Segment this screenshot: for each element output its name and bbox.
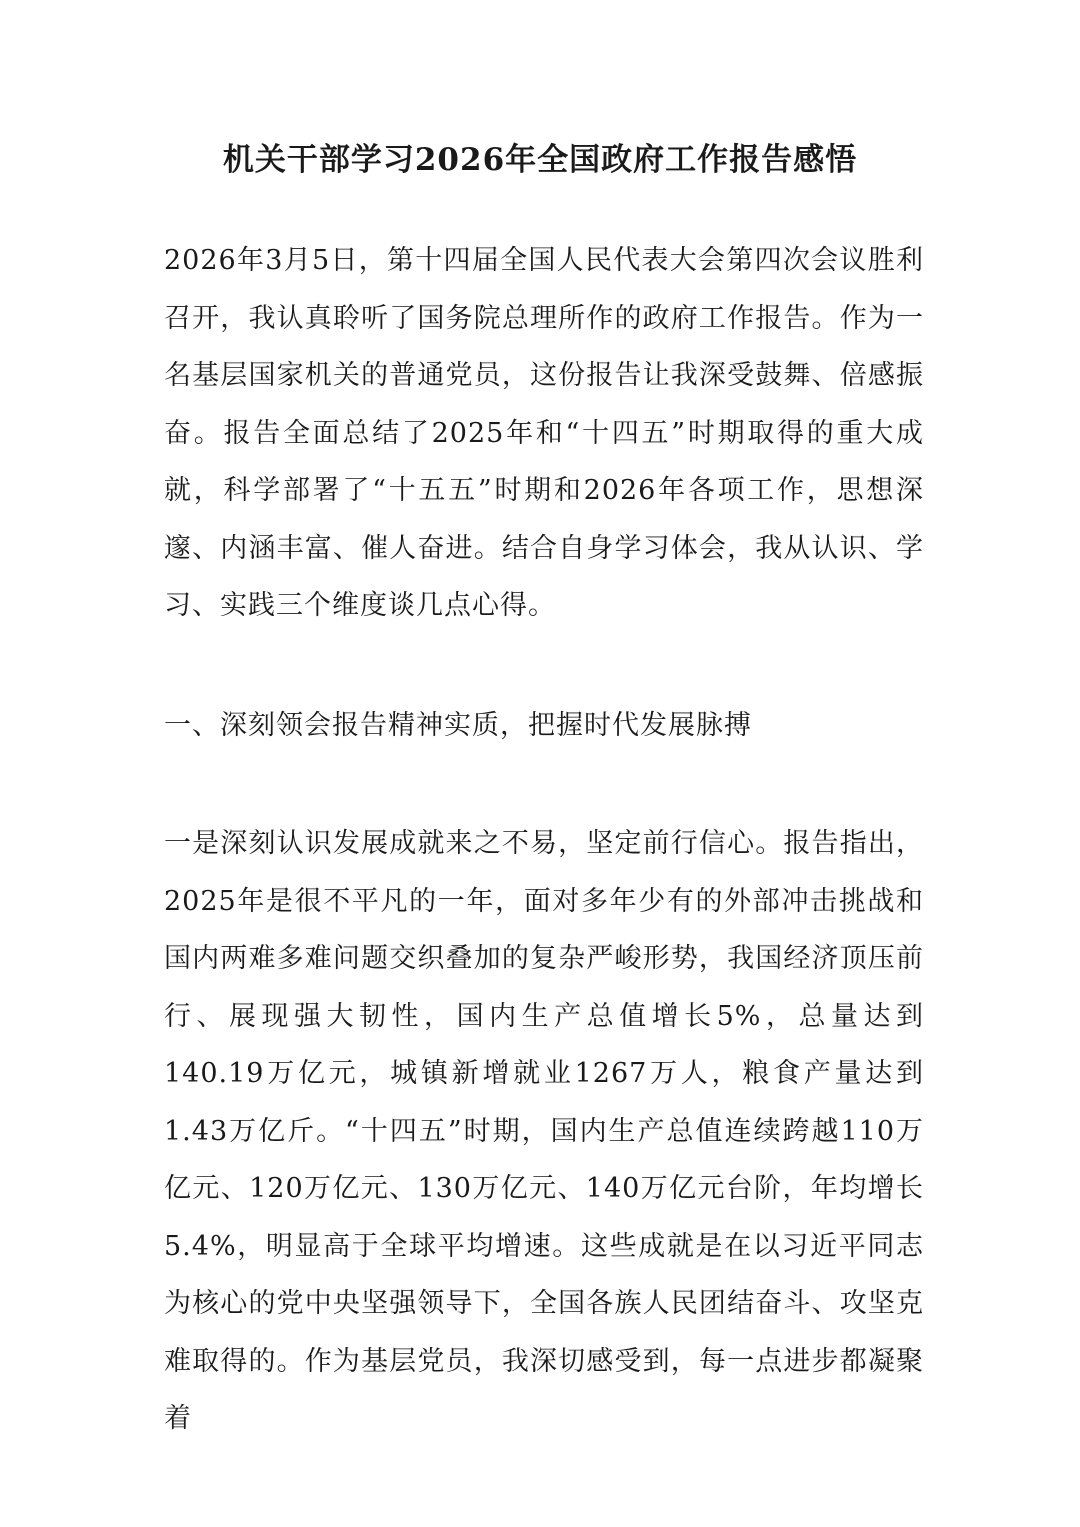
- document-title: 机关干部学习2026年全国政府工作报告感悟: [222, 142, 858, 178]
- section-paragraph: 一是深刻认识发展成就来之不易，坚定前行信心。报告指出，2025年是很不平凡的一年，面对多年少有的外部冲击挑战和国内两难多难问题交织叠加的复杂严峻形势，我国经济顶压前行、展现强大韧性，国内生产总值增长5%，总量达到140.19万亿元，城镇新增就业1267万人，粮食产量达到1.43万亿斤。“十四五”时期，国内生产总值连续跨越110万亿元、120万亿元、130万亿元、140万亿元台阶，年均增长5.4%，明显高于全球平均增速。这些成就是在以习近平同志为核心的党中央坚强领导下，全国各族人民团结奋斗、攻坚克难取得的。作为基层党员，我深切感受到，每一点进步都凝聚着: [164, 828, 924, 1434]
- intro-paragraph: 2026年3月5日，第十四届全国人民代表大会第四次会议胜利召开，我认真聆听了国务院总理所作的政府工作报告。作为一名基层国家机关的普通党员，这份报告让我深受鼓舞、倍感振奋。报告全面总结了2025年和“十四五”时期取得的重大成就，科学部署了“十五五”时期和2026年各项工作，思想深邃、内涵丰富、催人奋进。结合自身学习体会，我从认识、学习、实践三个维度谈几点心得。: [164, 245, 924, 621]
- section-heading: 一、深刻领会报告精神实质，把握时代发展脉搏: [164, 710, 752, 741]
